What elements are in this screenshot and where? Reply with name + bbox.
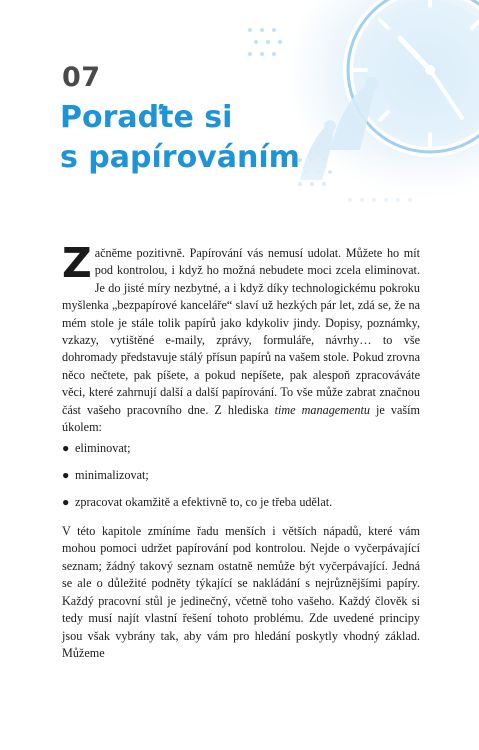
list-item: ● eliminovat; bbox=[62, 440, 420, 457]
list-item: ● minimalizovat; bbox=[62, 467, 420, 484]
clock-icon bbox=[348, 0, 479, 152]
list-item: ● zpracovat okamžitě a efektivně to, co je třeba udělat. bbox=[62, 494, 420, 511]
intro-paragraph bbox=[62, 239, 420, 436]
bullet-icon: ● bbox=[62, 494, 70, 509]
intro-emphasis: time managementu bbox=[274, 402, 370, 417]
intro-text-end: je vaším úkolem: bbox=[62, 402, 420, 435]
task-list bbox=[62, 440, 420, 511]
chapter-title-line-1: Poraďte si bbox=[60, 100, 233, 135]
intro-text: ačněme pozitivně. Papírování vás nemusí udolat. Můžete ho mít pod kontrolou, i když ho možná nebudete moci zcela eliminovat. Je do jisté míry nezbytné, a i když díky technologickému pokroku myšlenka „bezpapírové kanceláře“ slaví už hezkých pár let, zdá se, že na mém stole je stále tolik papírů jako kdykoliv jindy. Dopisy, poznámky, vzkazy, vytištěné e-maily, zprávy, formuláře, návrhy… to vše dohromady představuje stálý přísun papírů na vašem stole. Pokud zrovna něco nečtete, pak píšete, a pokud nepíšete, pak alespoň zpracováváte věci, které zahrnují další a další papírování. To vše může zabrat značnou část vašeho pracovního dne. Z hlediska bbox=[62, 246, 420, 417]
bullet-icon: ● bbox=[62, 468, 70, 483]
chapter-title bbox=[60, 98, 300, 178]
body-text bbox=[62, 239, 420, 662]
second-paragraph: V této kapitole zmíníme řadu menších i větších nápadů, které vám mohou pomoci udržet papírování pod kontrolou. Nejde o vyčerpávající seznam; žádný takový seznam ostatně nemůže být vyčerpávající. Jedná se ale o důležité podněty týkající se nakládání s nejrůznějšími papíry. Každý pracovní stůl je jedinečný, včetně toho vašeho. Každý člověk si tedy musí najít vlastní řešení tohoto problému. Zde uvedené principy jsou však vybrány tak, aby vám pro hledání poskytly vhodný základ. Můžeme bbox=[62, 524, 420, 660]
chapter-number: 07 bbox=[62, 62, 101, 93]
chapter-title-line-2: s papírováním bbox=[60, 140, 300, 175]
drop-cap: Z bbox=[62, 239, 92, 287]
bullet-icon: ● bbox=[62, 441, 70, 456]
